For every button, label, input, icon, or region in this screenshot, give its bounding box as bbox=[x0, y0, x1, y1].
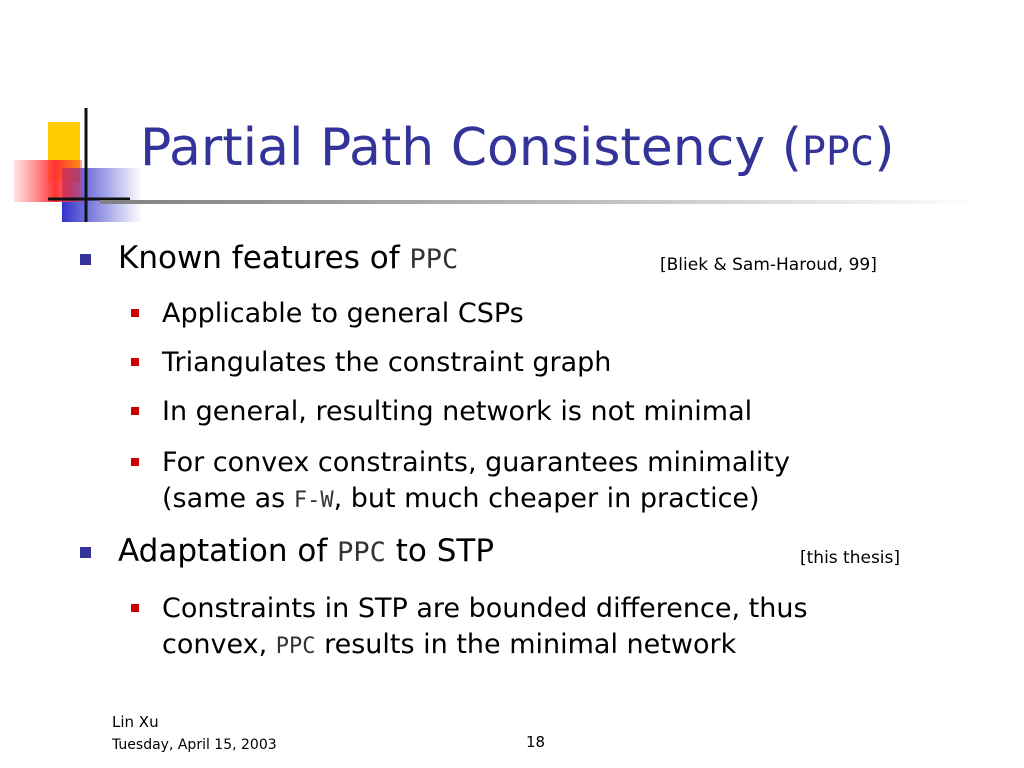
bullet-code: PPC bbox=[409, 244, 459, 275]
citation: [Bliek & Sam-Haroud, 99] bbox=[660, 255, 877, 275]
title-close: ) bbox=[874, 118, 895, 178]
bullet-square-icon bbox=[80, 547, 91, 558]
bullet-code: PPC bbox=[337, 537, 386, 568]
sub-bullet-square-icon bbox=[131, 309, 139, 317]
sub-bullet-text bbox=[162, 445, 902, 519]
footer-author: Lin Xu bbox=[112, 713, 159, 731]
sub-bullet-line2-pre: (same as bbox=[162, 483, 294, 514]
sub-bullet-code: PPC bbox=[275, 634, 316, 659]
bullet-text-post: to STP bbox=[385, 533, 495, 569]
sub-bullet-square-icon bbox=[131, 407, 139, 415]
bullet-text bbox=[118, 240, 458, 276]
citation: [this thesis] bbox=[800, 548, 901, 568]
sub-bullet-line2-post: results in the minimal network bbox=[315, 629, 737, 660]
sub-bullet-text: Applicable to general CSPs bbox=[162, 298, 524, 329]
footer-page-number: 18 bbox=[526, 733, 546, 751]
sub-bullet-text bbox=[162, 591, 902, 665]
sub-bullet-code: F-W bbox=[293, 488, 334, 513]
bullet-text bbox=[118, 533, 494, 569]
sub-bullet-text: Triangulates the constraint graph bbox=[162, 347, 612, 378]
bullet-square-icon bbox=[80, 254, 91, 265]
title-code: PPC bbox=[801, 129, 875, 175]
page-title bbox=[140, 118, 894, 178]
footer-date: Tuesday, April 15, 2003 bbox=[112, 737, 277, 753]
sub-bullet-line2-post: , but much cheaper in practice) bbox=[333, 483, 760, 514]
decorative-logo-icon bbox=[0, 100, 150, 230]
bullet-text-pre: Known features of bbox=[118, 240, 410, 276]
sub-bullet-line2-pre: convex, bbox=[162, 629, 276, 660]
title-divider bbox=[100, 200, 980, 204]
sub-bullet-square-icon bbox=[131, 358, 139, 366]
sub-bullet-line1: Constraints in STP are bounded difference, thus bbox=[162, 593, 808, 624]
title-text: Partial Path Consistency ( bbox=[140, 118, 802, 178]
sub-bullet-text: In general, resulting network is not minimal bbox=[162, 396, 753, 427]
sub-bullet-square-icon bbox=[131, 604, 139, 612]
sub-bullet-square-icon bbox=[131, 458, 139, 466]
bullet-text-pre: Adaptation of bbox=[118, 533, 338, 569]
sub-bullet-line1: For convex constraints, guarantees minimality bbox=[162, 447, 790, 478]
